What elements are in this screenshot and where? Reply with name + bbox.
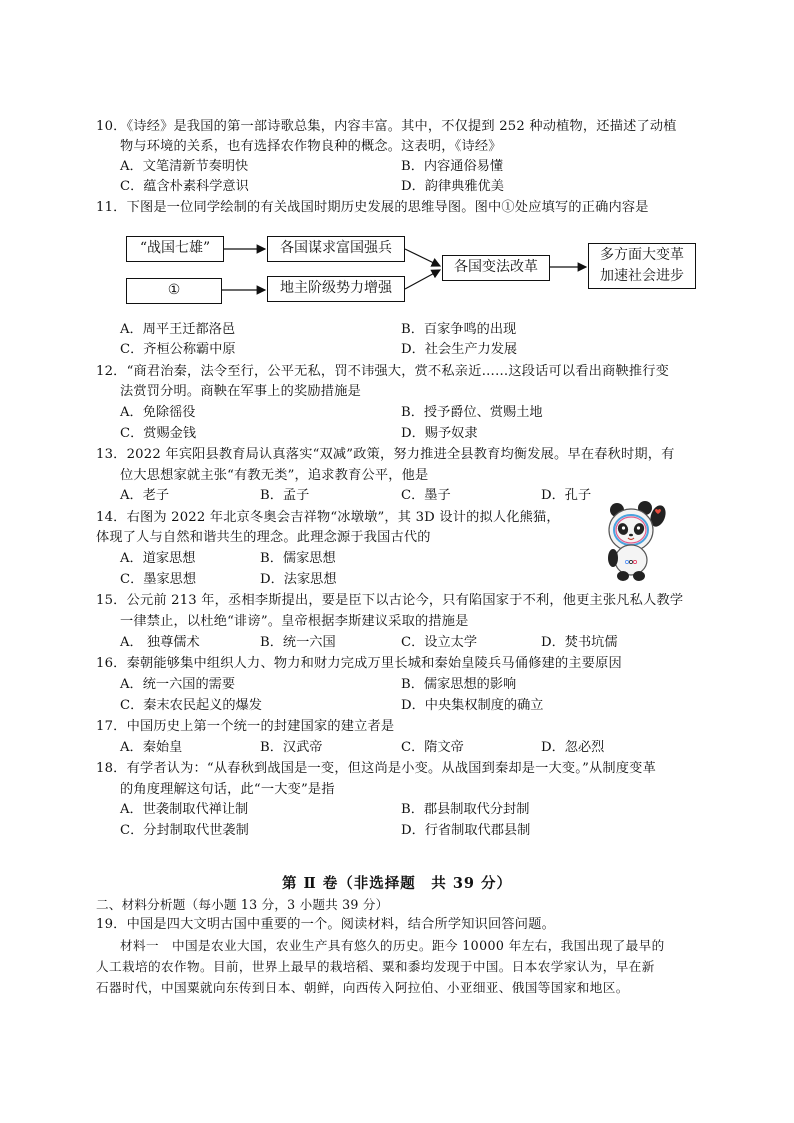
mindmap-box-progress-line1: 多方面大变革 (600, 247, 684, 263)
q14-option-b: B．儒家思想 (260, 551, 336, 566)
q17-option-d: D．忽必烈 (541, 740, 605, 755)
q18-option-b: B．郡县制取代分封制 (401, 802, 530, 817)
q16-option-a: A．统一六国的需要 (120, 677, 236, 692)
q18-option-a: A．世袭制取代禅让制 (120, 802, 249, 817)
q17-stem: 17．中国历史上第一个统一的封建国家的建立者是 (96, 719, 395, 734)
q11-stem: 11．下图是一位同学绘制的有关战国时期历史发展的思维导图。图中①处应填写的正确内容是 (96, 200, 649, 215)
mindmap-box-landlord: 地主阶级势力增强 (267, 276, 405, 302)
q13-option-d: D．孔子 (541, 488, 592, 503)
arrow-4 (405, 270, 440, 289)
material1-line1: 材料一 中国是农业大国，农业生产具有悠久的历史。距今 10000 年左右，我国出现了最早的 (120, 938, 665, 953)
q10-stem-line1: 10．《诗经》是我国的第一部诗歌总集，内容丰富。其中，不仅提到 252 种动植物，还描述了动植 (96, 119, 677, 134)
q12-option-c: C．赏赐金钱 (120, 426, 197, 441)
mindmap-box-rich-strong: 各国谋求富国强兵 (267, 236, 405, 262)
q13-stem-line1: 13．2022 年宾阳县教育局认真落实“双减”政策，努力推进全县教育均衡发展。早在春秋时期，有 (96, 447, 675, 462)
q11-mind-map (120, 230, 700, 310)
q18-option-c: C．分封制取代世袭制 (120, 823, 249, 838)
q18-stem-line1: 18．有学者认为：“从春秋到战国是一变，但这尚是小变。从战国到秦却是一大变。”从制度变革 (96, 761, 656, 776)
q17-option-b: B．汉武帝 (260, 740, 323, 755)
mindmap-box-blank-1: ① (126, 278, 222, 304)
q14-option-d: D．法家思想 (260, 572, 337, 587)
q10-stem-line2: 物与环境的关系，也有选择农作物良种的概念。这表明，《诗经》 (120, 139, 502, 154)
part2-title: 第 Ⅱ 卷（非选择题 共 39 分） (281, 875, 513, 892)
q14-stem-line1: 14．右图为 2022 年北京冬奥会吉祥物“冰墩墩”，其 3D 设计的拟人化熊猫， (96, 510, 560, 525)
q13-option-b: B．孟子 (260, 488, 310, 503)
q16-stem: 16．秦朝能够集中组织人力、物力和财力完成万里长城和秦始皇陵兵马俑修建的主要原因 (96, 656, 622, 671)
q15-stem-line1: 15．公元前 213 年，丞相李斯提出，要是臣下以古论今，只有陷国家于不利，他更主张凡私人教学 (96, 593, 684, 608)
q19-stem: 19．中国是四大文明古国中重要的一个。阅读材料，结合所学知识回答问题。 (96, 917, 555, 932)
q13-option-a: A．老子 (120, 488, 170, 503)
material1-line2: 人工栽培的农作物。目前，世界上最早的栽培稻、粟和黍均发现于中国。日本农学家认为，早在新 (96, 959, 655, 974)
mindmap-box-progress-line2: 加速社会进步 (600, 268, 684, 284)
q16-option-c: C．秦末农民起义的爆发 (120, 698, 262, 713)
q13-option-c: C．墨子 (401, 488, 451, 503)
q12-option-d: D．赐予奴隶 (401, 426, 478, 441)
q16-option-d: D．中央集权制度的确立 (401, 698, 544, 713)
material1-line3: 石器时代，中国粟就向东传到日本、朝鲜，向西传入阿拉伯、小亚细亚、俄国等国家和地区。 (96, 980, 629, 995)
bing-dwen-dwen-panda-icon (598, 500, 670, 582)
q15-option-c: C．设立太学 (401, 635, 478, 650)
mindmap-box-warring-states: “战国七雄” (126, 236, 224, 262)
mindmap-box-reform: 各国变法改革 (442, 255, 550, 281)
q10-option-d: D．韵律典雅优美 (401, 179, 504, 194)
q15-stem-line2: 一律禁止，以杜绝“诽谤”。皇帝根据李斯建议采取的措施是 (120, 614, 469, 629)
q15-option-d: D．焚书坑儒 (541, 635, 618, 650)
q11-option-a: A．周平王迁都洛邑 (120, 322, 236, 337)
q11-option-c: C．齐桓公称霸中原 (120, 342, 236, 357)
q12-stem-line1: 12．“商君治秦，法令至行，公平无私，罚不讳强大，赏不私亲近……这段话可以看出商鞅推行变 (96, 364, 670, 379)
q16-option-b: B．儒家思想的影响 (401, 677, 517, 692)
part2-heading: 二、材料分析题（每小题 13 分，3 小题共 39 分） (96, 897, 389, 912)
q14-stem-line2: 体现了人与自然和谐共生的理念。此理念源于我国古代的 (96, 530, 431, 545)
q10-option-b: B．内容通俗易懂 (401, 159, 504, 174)
q17-option-a: A．秦始皇 (120, 740, 183, 755)
q12-stem-line2: 法赏罚分明。商鞅在军事上的奖励措施是 (120, 384, 361, 399)
q11-option-d: D．社会生产力发展 (401, 342, 518, 357)
q14-option-a: A．道家思想 (120, 551, 196, 566)
q13-stem-line2: 位大思想家就主张“有教无类”，追求教育公平，他是 (120, 468, 429, 483)
q14-option-c: C．墨家思想 (120, 572, 197, 587)
arrow-3 (405, 249, 440, 266)
mindmap-arrows (120, 230, 700, 310)
q15-option-b: B．统一六国 (260, 635, 336, 650)
q18-stem-line2: 的角度理解这句话，此“一大变”是指 (120, 782, 335, 797)
q12-option-b: B．授予爵位、赏赐土地 (401, 405, 543, 420)
q11-option-b: B．百家争鸣的出现 (401, 322, 517, 337)
q10-option-a: A．文笔清新节奏明快 (120, 159, 249, 174)
q10-option-c: C．蕴含朴素科学意识 (120, 179, 249, 194)
q15-option-a: A． 独尊儒术 (120, 635, 200, 650)
q12-option-a: A．免除徭役 (120, 405, 196, 420)
q18-option-d: D．行省制取代郡县制 (401, 823, 531, 838)
q17-option-c: C．隋文帝 (401, 740, 464, 755)
